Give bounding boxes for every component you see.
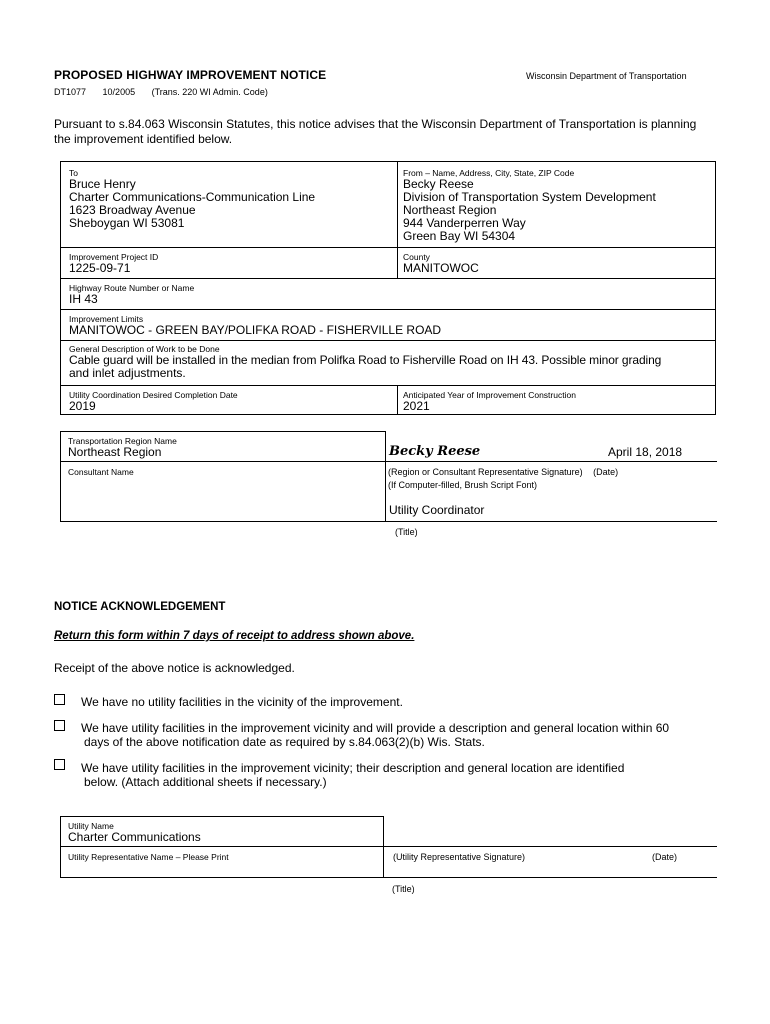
utility-signature-label[interactable]: (Utility Representative Signature) — [393, 852, 526, 862]
signature-label: (Region or Consultant Representative Signature) — [388, 467, 583, 477]
county-label: County — [403, 252, 430, 262]
route-field[interactable] — [69, 283, 709, 306]
region-signature-block — [60, 431, 717, 522]
option1-checkbox[interactable] — [54, 694, 65, 705]
coordination-date-value: 2019 — [69, 399, 96, 413]
project-id-label: Improvement Project ID — [69, 252, 159, 262]
construction-year-field[interactable] — [403, 390, 713, 413]
limits-value: MANITOWOC - GREEN BAY/POLIFKA ROAD - FISHERVILLE ROAD — [69, 323, 442, 337]
region-value: Northeast Region — [68, 445, 162, 459]
to-line: 1623 Broadway Avenue — [69, 203, 196, 217]
route-value: IH 43 — [69, 292, 98, 306]
option3-line: We have utility facilities in the improvement vicinity; their description and general location are identified — [81, 761, 625, 775]
signed-date[interactable]: April 18, 2018 — [608, 445, 683, 459]
utility-name-field[interactable] — [68, 821, 378, 844]
route-label: Highway Route Number or Name — [69, 283, 195, 293]
title-label: (Title) — [395, 527, 418, 537]
form-identifier — [54, 87, 282, 97]
coordination-date-field[interactable] — [69, 390, 394, 413]
construction-year-value: 2021 — [403, 399, 430, 413]
utility-title-label: (Title) — [392, 884, 415, 894]
county-value: MANITOWOC — [403, 261, 479, 275]
to-line: Sheboygan WI 53081 — [69, 216, 185, 230]
region-signature[interactable]: Becky Reese — [389, 444, 481, 459]
return-instruction: Return this form within 7 days of receipt to address shown above. — [54, 630, 415, 642]
option2-checkbox[interactable] — [54, 720, 65, 731]
date-label: (Date) — [593, 467, 619, 477]
font-note: (If Computer-filled, Brush Script Font) — [388, 480, 538, 490]
region-name-field[interactable] — [68, 436, 378, 459]
code-reference: (Trans. 220 WI Admin. Code) — [151, 87, 268, 97]
coordination-date-label: Utility Coordination Desired Completion Date — [69, 390, 238, 400]
option3-checkbox[interactable] — [54, 759, 65, 770]
work-line: and inlet adjustments. — [69, 366, 186, 380]
work-line: Cable guard will be installed in the median from Polifka Road to Fisherville Road on IH 43. Possible minor grading — [69, 353, 662, 367]
signature-caption — [388, 467, 618, 477]
option2-line: days of the above notification date as required by s.84.063(2)(b) Wis. Stats. — [84, 735, 485, 749]
option1-text: We have no utility facilities in the vicinity of the improvement. — [81, 695, 403, 709]
project-id-value: 1225-09-71 — [69, 261, 131, 275]
from-line: Division of Transportation System Development — [403, 190, 656, 204]
form-title: PROPOSED HIGHWAY IMPROVEMENT NOTICE — [54, 68, 327, 82]
form-number: DT1077 — [54, 87, 87, 97]
limits-field[interactable] — [69, 314, 709, 337]
county-field[interactable] — [403, 252, 713, 275]
title-value[interactable]: Utility Coordinator — [389, 503, 485, 517]
rep-name-label: Utility Representative Name – Please Print — [68, 852, 229, 862]
receipt-statement: Receipt of the above notice is acknowledged. — [54, 661, 295, 675]
utility-signature-block — [60, 816, 717, 878]
region-label: Transportation Region Name — [68, 436, 177, 446]
from-line: Green Bay WI 54304 — [403, 229, 516, 243]
consultant-name-field[interactable] — [68, 467, 378, 477]
from-line: Becky Reese — [403, 177, 474, 191]
consultant-label: Consultant Name — [68, 467, 134, 477]
utility-date-label[interactable]: (Date) — [652, 852, 678, 862]
notice-table — [60, 161, 716, 415]
from-line: 944 Vanderperren Way — [403, 216, 526, 230]
to-label: To — [69, 168, 78, 178]
from-label: From – Name, Address, City, State, ZIP Code — [403, 168, 575, 178]
option3-line: below. (Attach additional sheets if necessary.) — [84, 775, 327, 789]
department-name: Wisconsin Department of Transportation — [526, 71, 687, 81]
limits-label: Improvement Limits — [69, 314, 144, 324]
option2-line: We have utility facilities in the improvement vicinity and will provide a description and general location within 60 — [81, 721, 670, 735]
form-date: 10/2005 — [102, 87, 136, 97]
utility-name-label: Utility Name — [68, 821, 114, 831]
construction-year-label: Anticipated Year of Improvement Construction — [403, 390, 576, 400]
to-line: Bruce Henry — [69, 177, 136, 191]
rep-name-field[interactable] — [68, 852, 378, 862]
acknowledgement-heading: NOTICE ACKNOWLEDGEMENT — [54, 601, 226, 613]
work-label: General Description of Work to be Done — [69, 344, 220, 354]
to-field[interactable] — [69, 168, 394, 230]
option3-text — [81, 761, 711, 789]
from-field[interactable] — [403, 168, 713, 243]
utility-name-value: Charter Communications — [68, 830, 201, 844]
intro-paragraph: Pursuant to s.84.063 Wisconsin Statutes, this notice advises that the Wisconsin Department of Transportation is planning the improvement identified below. — [54, 117, 697, 146]
to-line: Charter Communications-Communication Line — [69, 190, 316, 204]
from-line: Northeast Region — [403, 203, 497, 217]
project-id-field[interactable] — [69, 252, 394, 275]
work-description-field[interactable] — [69, 344, 714, 380]
option2-text — [81, 721, 711, 749]
